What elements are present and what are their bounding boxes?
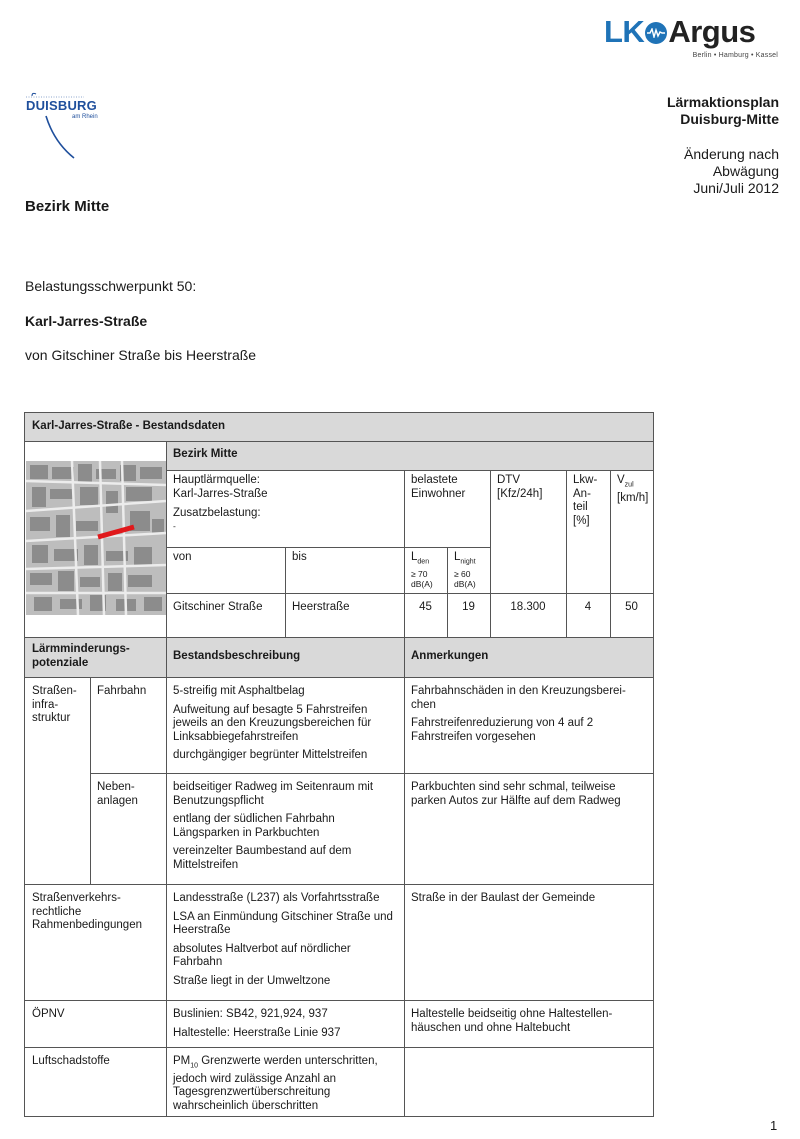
pm-main: PM [173, 1055, 191, 1067]
roadway-notes [404, 677, 653, 773]
lk-logo-part1: LK [604, 14, 645, 49]
lnight-header [447, 547, 490, 593]
hotspot-label: Belastungsschwerpunkt 50: [25, 278, 197, 294]
roadway-note-2: Fahrstreifenreduzierung von 4 auf 2 Fahrstreifen vorgesehen [411, 717, 594, 743]
column-header-notes: Anmerkungen [411, 650, 489, 662]
roadway-desc-1: 5-streifig mit Asphaltbelag [173, 685, 305, 697]
duisburg-arc-icon [24, 92, 114, 162]
side-facilities-notes [404, 773, 653, 884]
affected-residents-header [404, 470, 490, 547]
additional-load-label: Zusatzbelastung: [173, 507, 261, 519]
traffic-note-1: Straße in der Baulast der Gemeinde [411, 892, 596, 904]
dtv-label-2: [Kfz/24h] [497, 487, 543, 500]
dtv-header [490, 470, 566, 593]
duisburg-logo-name: DUISBURG [26, 98, 97, 113]
roadway-note-1: Fahrbahnschäden in den Kreuzungsberei-chen [411, 685, 626, 711]
pm-sub: 10 [190, 1062, 199, 1070]
row-speed-limit: 50 [625, 601, 638, 613]
lden-condition: ≥ 70 dB(A) [411, 568, 433, 589]
from-header: von [173, 551, 192, 563]
air-desc-rest: Grenzwerte werden unterschritten, jedoch wird zulässige Anzahl an Tagesgrenzwertüberschreitung wahrscheinlich überschritten [173, 1055, 378, 1112]
public-transport-description [166, 1000, 404, 1047]
plan-title-line2: Duisburg-Mitte [680, 111, 779, 127]
column-header-potential: Lärmminderungs-potenziale [32, 643, 130, 669]
noise-source-value: Karl-Jarres-Straße [173, 487, 268, 500]
table-district: Bezirk Mitte [173, 448, 238, 460]
side-note-1: Parkbuchten sind sehr schmal, teilweise parken Autos zur Hälfte auf dem Radweg [411, 781, 621, 807]
lnight-sub: night [460, 558, 476, 566]
change-note-line2: Abwägung [712, 163, 779, 179]
row-dtv: 18.300 [510, 601, 546, 613]
lk-argus-logo [604, 14, 782, 64]
table-title: Karl-Jarres-Straße - Bestandsdaten [32, 420, 226, 432]
district-heading: Bezirk Mitte [25, 198, 110, 215]
row-lnight: 19 [462, 601, 475, 613]
location-map [26, 461, 166, 615]
lk-logo-part2: Argus [668, 14, 756, 49]
lk-logo-cities: Berlin • Hamburg • Kassel [692, 52, 778, 59]
roadway-label: Fahrbahn [97, 685, 147, 697]
side-facilities-description [166, 773, 404, 884]
row-to: Heerstraße [292, 601, 350, 613]
row-truck-share: 4 [584, 601, 592, 613]
side-desc-1: beidseitiger Radweg im Seitenraum mit Benutzungspflicht [173, 781, 374, 807]
noise-source-cell [166, 470, 404, 547]
transport-desc-1: Buslinien: SB42, 921,924, 937 [173, 1008, 328, 1020]
transport-desc-2: Haltestelle: Heerstraße Linie 937 [173, 1026, 341, 1039]
waveform-icon [645, 22, 667, 44]
plan-title-line1: Lärmaktionsplan [666, 94, 779, 110]
row-lden: 45 [419, 601, 432, 613]
traffic-desc-2: LSA an Einmündung Gitschiner Straße und Heerstraße [173, 910, 393, 936]
lden-main: L [411, 551, 418, 563]
air-pollutants-label: Luftschadstoffe [32, 1055, 110, 1067]
public-transport-label: ÖPNV [32, 1008, 65, 1020]
speed-limit-unit: [km/h] [617, 491, 649, 504]
affected-label-1: belastete [411, 474, 458, 486]
traffic-law-description [166, 884, 404, 1000]
side-desc-2: entlang der südlichen Fahrbahn Längsparken in Parkbuchten [173, 813, 335, 839]
additional-load-value: - [173, 520, 176, 531]
lden-sub: den [417, 558, 430, 566]
public-transport-notes [404, 1000, 653, 1047]
street-name: Karl-Jarres-Straße [25, 313, 148, 329]
plan-title [667, 94, 779, 128]
roadway-description [166, 677, 404, 773]
speed-limit-header [610, 470, 653, 593]
map-graphic [26, 461, 166, 615]
roadway-desc-3: durchgängiger begrünter Mittelstreifen [173, 749, 368, 761]
traffic-desc-4: Straße liegt in der Umweltzone [173, 974, 331, 987]
traffic-law-label: Straßenverkehrs-rechtliche Rahmenbedingungen [32, 892, 142, 931]
lnight-condition: ≥ 60 dB(A) [454, 568, 476, 589]
traffic-desc-3: absolutes Haltverbot auf nördlicher Fahrbahn [173, 942, 351, 968]
roadway-desc-2: Aufweitung auf besagte 5 Fahrstreifen jeweils an den Kreuzungsbereichen für Linksabbiegefahrstreifen [173, 703, 372, 743]
infrastructure-label: Straßen-infra-struktur [32, 685, 77, 724]
noise-source-label: Hauptlärmquelle: [173, 474, 260, 486]
traffic-desc-1: Landesstraße (L237) als Vorfahrtsstraße [173, 892, 380, 904]
lden-header [404, 547, 447, 593]
change-note-line1: Änderung nach [684, 146, 779, 162]
speed-limit-main: V [617, 474, 625, 486]
change-note-line3: Juni/Juli 2012 [693, 180, 779, 196]
inventory-table [24, 412, 654, 1117]
transport-note-1: Haltestelle beidseitig ohne Haltestellen-häuschen und ohne Haltebucht [411, 1008, 613, 1034]
street-range: von Gitschiner Straße bis Heerstraße [25, 347, 257, 363]
lnight-main: L [454, 551, 461, 563]
air-pollutants-notes [404, 1047, 653, 1116]
side-desc-3: vereinzelter Baumbestand auf dem Mittelstreifen [173, 845, 352, 871]
row-from: Gitschiner Straße [173, 601, 263, 613]
page-number: 1 [770, 1118, 778, 1133]
duisburg-logo-sub: am Rhein [72, 114, 98, 120]
air-pollutants-description [166, 1047, 404, 1116]
speed-limit-sub: zul [624, 481, 634, 489]
to-header: bis [292, 551, 307, 563]
dtv-label-1: DTV [497, 474, 520, 486]
truck-share-header: Lkw-An-teil [%] [573, 474, 598, 527]
traffic-law-notes [404, 884, 653, 1000]
change-note [684, 146, 779, 197]
affected-label-2: Einwohner [411, 487, 466, 500]
duisburg-logo [24, 92, 114, 162]
side-facilities-label: Neben-anlagen [97, 781, 138, 807]
column-header-description: Bestandsbeschreibung [173, 650, 301, 662]
